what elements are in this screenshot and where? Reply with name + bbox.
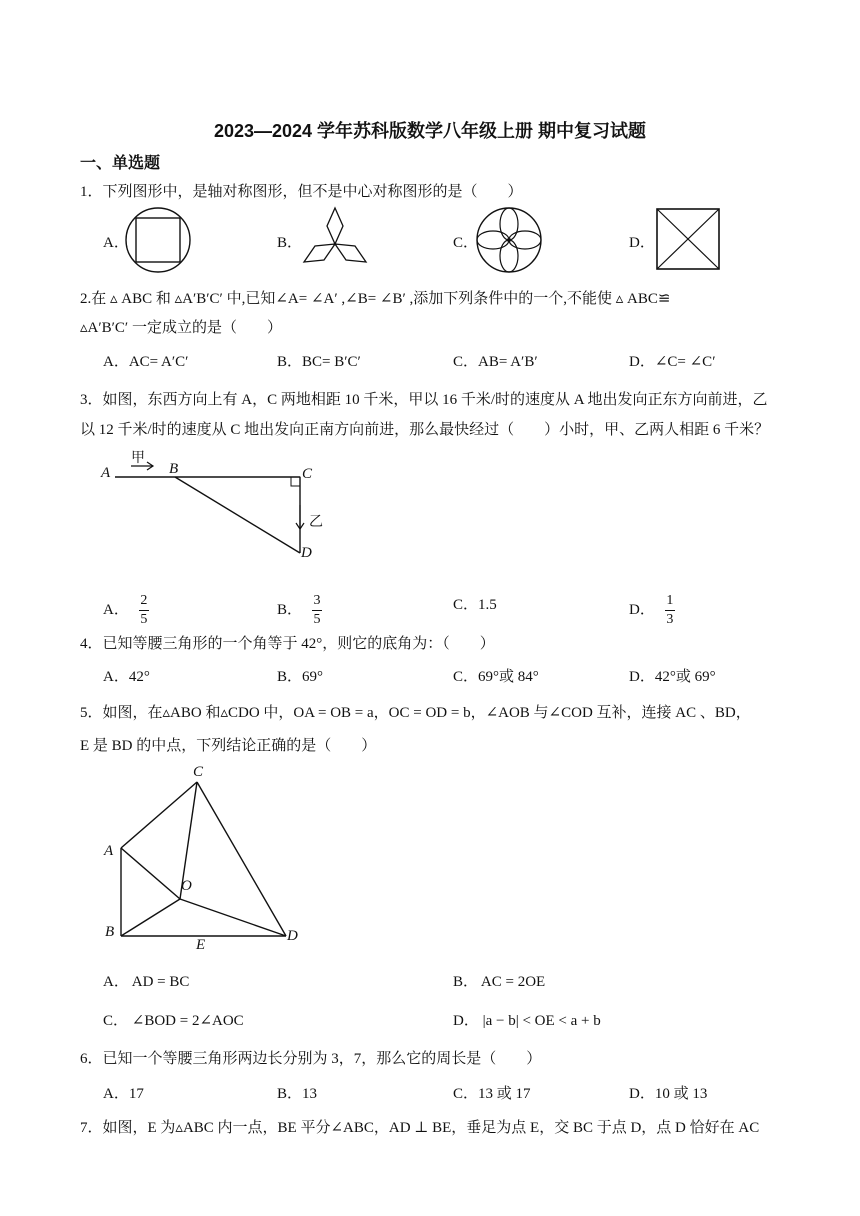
q3-option-a: A． $\frac{2}{5}$ xyxy=(103,593,148,627)
q5-option-b: B． AC = 2OE xyxy=(453,974,546,990)
q1-option-a-figure xyxy=(123,206,193,274)
question-3-line-2: 以 12 千米/时的速度从 C 地出发向正南方向前进，那么最快经过（ ）小时，甲、乙两人相距 6 千米？ xyxy=(80,422,770,438)
question-6-stem: 6．已知一个等腰三角形两边长分别为 3，7，那么它的周长是（ ） xyxy=(80,1051,542,1067)
q2-option-c: C．AB= A′B′ xyxy=(453,354,538,370)
question-7-stem: 7．如图，E 为▵ABC 内一点，BE 平分∠ABC，AD ⊥ BE，垂足为点 E，交 BC 于点 D，点 D 恰好在 AC xyxy=(80,1120,760,1136)
question-2-line-2: ▵A′B′C′ 一定成立的是（ ） xyxy=(80,320,282,336)
q1-option-c-label: C． xyxy=(453,235,479,251)
q5-label-a: A xyxy=(104,843,114,859)
q5-label-c: C xyxy=(193,764,204,780)
section-heading: 一、单选题 xyxy=(80,155,161,172)
q2-option-d: D．∠C= ∠C′ xyxy=(629,354,716,370)
q5-label-e: E xyxy=(196,937,206,953)
q1-option-a-label: A． xyxy=(103,235,129,251)
question-5-line-1: 5．如图，在▵ABO 和▵CDO 中，OA = OB = a，OC = OD = b，∠AOB 与∠COD 互补，连接 AC 、BD， xyxy=(80,705,751,721)
q5-label-b: B xyxy=(105,924,115,940)
q4-option-c: C．69°或 84° xyxy=(453,669,539,685)
q6-option-b: B．13 xyxy=(277,1086,318,1102)
q6-option-a: A．17 xyxy=(103,1086,144,1102)
q3-label-a: A xyxy=(101,465,111,481)
q6-option-d: D．10 或 13 xyxy=(629,1086,708,1102)
q1-option-d-figure xyxy=(655,207,721,271)
q5-option-c: C． ∠BOD = 2∠AOC xyxy=(103,1013,244,1029)
question-3-line-1: 3．如图，东西方向上有 A，C 两地相距 10 千米，甲以 16 千米/时的速度从 A 地出发向正东方向前进，乙 xyxy=(80,392,768,408)
q4-option-b: B．69° xyxy=(277,669,324,685)
q2-option-a: A．AC= A′C′ xyxy=(103,354,189,370)
q3-option-c: C．1.5 xyxy=(453,597,497,613)
q3-label-yi: 乙 xyxy=(309,515,323,530)
q3-option-d: D． $\frac{1}{3}$ xyxy=(629,593,674,627)
q1-option-d-label: D． xyxy=(629,235,655,251)
q3-label-b: B xyxy=(169,461,179,477)
q3-label-d: D xyxy=(301,545,312,561)
q6-option-c: C．13 或 17 xyxy=(453,1086,531,1102)
question-1-stem: 1．下列图形中，是轴对称图形，但不是中心对称图形的是（ ） xyxy=(80,184,523,200)
q2-option-b: B．BC= B′C′ xyxy=(277,354,361,370)
q3-label-c: C xyxy=(302,466,313,482)
q5-label-d: D xyxy=(287,928,298,944)
q1-option-c-figure xyxy=(474,206,544,274)
q1-option-b-figure xyxy=(298,206,372,272)
q4-option-d: D．42°或 69° xyxy=(629,669,716,685)
q4-option-a: A．42° xyxy=(103,669,150,685)
question-5-line-2: E 是 BD 的中点，下列结论正确的是（ ） xyxy=(80,738,377,754)
page-title: 2023—2024 学年苏科版数学八年级上册 期中复习试题 xyxy=(213,121,647,141)
q3-label-jia: 甲 xyxy=(131,451,145,466)
question-4-stem: 4．已知等腰三角形的一个角等于 42°，则它的底角为：（ ） xyxy=(80,636,495,652)
q5-option-d: D． |a − b| < OE < a + b xyxy=(453,1013,601,1029)
q3-option-b: B． $\frac{3}{5}$ xyxy=(277,593,321,627)
question-2-line-1: 2.在 ▵ ABC 和 ▵A′B′C′ 中,已知∠A= ∠A′ ,∠B= ∠B′ ,添加下列条件中的一个,不能使 ▵ ABC≌ xyxy=(80,291,671,307)
q5-option-a: A． AD = BC xyxy=(103,974,190,990)
q5-figure xyxy=(100,760,310,960)
q1-option-b-label: B． xyxy=(277,235,303,251)
q5-label-o: O xyxy=(181,878,192,894)
